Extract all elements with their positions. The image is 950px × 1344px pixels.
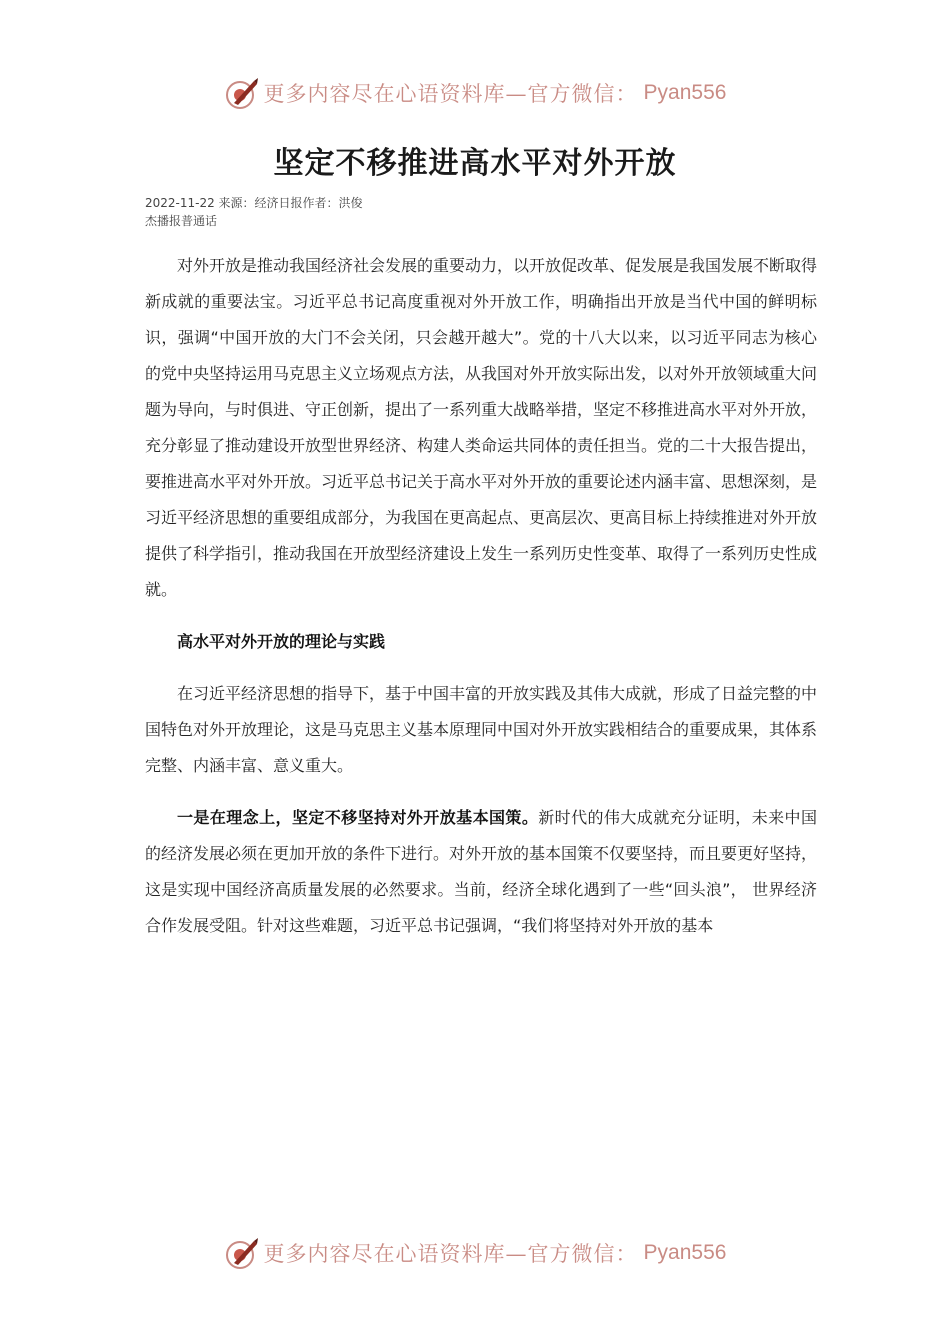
article-paragraph-2: 在习近平经济思想的指导下，基于中国丰富的开放实践及其伟大成就，形成了日益完整的中国特色对外开放理论，这是马克思主义基本原理同中国对外开放实践相结合的重要成果，其体系完整、内涵丰富、意义重大。 bbox=[145, 684, 818, 775]
quill-pen-logo-icon bbox=[224, 1235, 260, 1271]
article-meta-date-source: 2022-11-22 来源：经济日报作者：洪俊 bbox=[145, 196, 363, 210]
article-meta-audio-note: 杰播报普通话 bbox=[145, 214, 218, 228]
article-body bbox=[145, 248, 817, 960]
section-heading: 高水平对外开放的理论与实践 bbox=[177, 632, 386, 651]
watermark-wechat-id: Pyan556 bbox=[643, 81, 727, 104]
watermark-text: 更多内容尽在心语资料库—官方微信： bbox=[263, 1242, 638, 1266]
watermark-wechat-id: Pyan556 bbox=[643, 1241, 727, 1264]
article-paragraph-3 bbox=[145, 800, 817, 944]
article-paragraph-1: 对外开放是推动我国经济社会发展的重要动力，以开放促改革、促发展是我国发展不断取得新成就的重要法宝。习近平总书记高度重视对外开放工作，明确指出开放是当代中国的鲜明标识，强调“中国开放的大门不会关闭，只会越开越大”。党的十八大以来，以习近平同志为核心的党中央坚持运用马克思主义立场观点方法，从我国对外开放实际出发，以对外开放领域重大问题为导向，与时俱进、守正创新，提出了一系列重大战略举措，坚定不移推进高水平对外开放，充分彰显了推动建设开放型世界经济、构建人类命运共同体的责任担当。党的二十大报告提出，要推进高水平对外开放。习近平总书记关于高水平对外开放的重要论述内涵丰富、思想深刻，是习近平经济思想的重要组成部分，为我国在更高起点、更高层次、更高目标上持续推进对外开放提供了科学指引，推动我国在开放型经济建设上发生一系列历史性变革、取得了一系列历史性成就。 bbox=[145, 256, 818, 599]
article-title: 坚定不移推进高水平对外开放 bbox=[273, 146, 677, 181]
bottom-watermark-banner bbox=[0, 1231, 950, 1275]
quill-pen-logo-icon bbox=[224, 75, 260, 111]
paragraph-3-body: 新时代的伟大成就充分证明，未来中国的经济发展必须在更加开放的条件下进行。对外开放的基本国策不仅要坚持，而且要更好坚持，这是实现中国经济高质量发展的必然要求。当前，经济全球化遇到了一些“回头浪”， 世界经济合作发展受阻。针对这些难题，习近平总书记强调，“我们将坚持对外开放的基本 bbox=[145, 808, 818, 935]
top-watermark-banner bbox=[0, 71, 950, 115]
watermark-text: 更多内容尽在心语资料库—官方微信： bbox=[263, 82, 638, 106]
paragraph-3-bold-lead: 一是在理念上，坚定不移坚持对外开放基本国策。 bbox=[177, 808, 539, 827]
